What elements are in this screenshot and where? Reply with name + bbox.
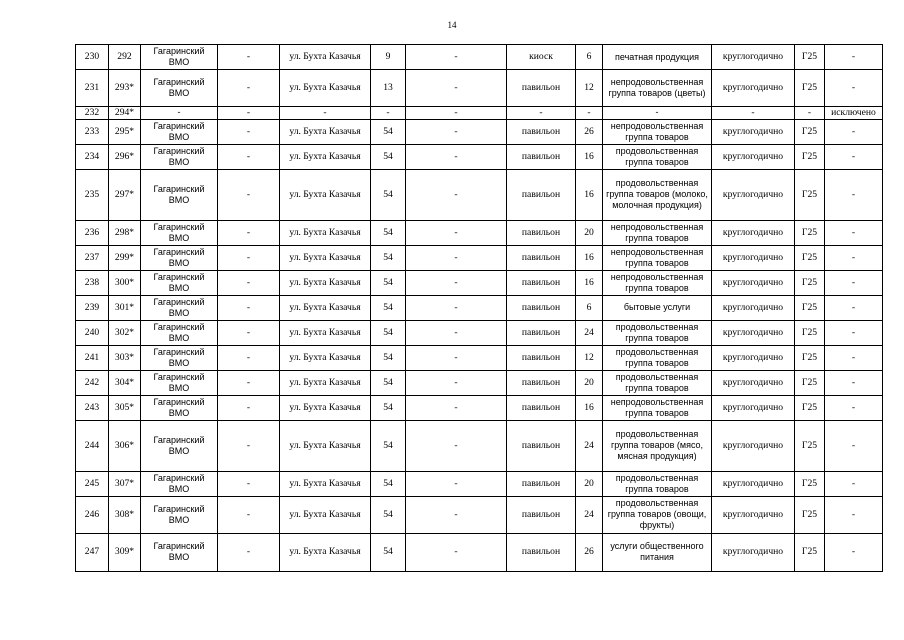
cell-note: исключено	[825, 107, 883, 120]
table-row	[76, 245, 883, 270]
cell-period: круглогодично	[712, 169, 795, 220]
cell-place-no: 298*	[109, 220, 141, 245]
table-row	[76, 345, 883, 370]
cell-zone: Г25	[795, 420, 825, 471]
cell-period: круглогодично	[712, 45, 795, 70]
cell-period: круглогодично	[712, 496, 795, 533]
cell-zone: Г25	[795, 320, 825, 345]
cell-period: круглогодично	[712, 220, 795, 245]
cell-period: круглогодично	[712, 471, 795, 496]
cell-object-type: киоск	[507, 45, 576, 70]
cell-row-no: 232	[76, 107, 109, 120]
cell-street: ул. Бухта Казачья	[280, 270, 371, 295]
cell-place-no: 297*	[109, 169, 141, 220]
table-row	[76, 220, 883, 245]
cell-specialization: продовольственная группа товаров (молоко, молочная продукция)	[603, 169, 712, 220]
cell-specialization: непродовольственная группа товаров	[603, 395, 712, 420]
cell-note: -	[825, 533, 883, 571]
cell-street: ул. Бухта Казачья	[280, 169, 371, 220]
cell-district: Гагаринский ВМО	[141, 345, 218, 370]
page-number: 14	[447, 20, 457, 30]
cell-area: 16	[576, 245, 603, 270]
cell-note: -	[825, 320, 883, 345]
cell-cell-d: -	[218, 345, 280, 370]
table-row	[76, 320, 883, 345]
cell-cell-d: -	[218, 471, 280, 496]
cell-cell-d: -	[218, 70, 280, 107]
cell-place-no: 299*	[109, 245, 141, 270]
cell-cell-g: -	[406, 270, 507, 295]
cell-house-no: 54	[371, 471, 406, 496]
cell-street: -	[280, 107, 371, 120]
cell-house-no: 54	[371, 144, 406, 169]
cell-place-no: 300*	[109, 270, 141, 295]
cell-note: -	[825, 245, 883, 270]
cell-house-no: 54	[371, 420, 406, 471]
cell-zone: Г25	[795, 533, 825, 571]
cell-row-no: 246	[76, 496, 109, 533]
cell-specialization: непродовольственная группа товаров	[603, 270, 712, 295]
cell-row-no: 235	[76, 169, 109, 220]
cell-street: ул. Бухта Казачья	[280, 70, 371, 107]
cell-area: 20	[576, 370, 603, 395]
cell-cell-d: -	[218, 119, 280, 144]
cell-object-type: павильон	[507, 370, 576, 395]
cell-specialization: непродовольственная группа товаров (цветы)	[603, 70, 712, 107]
cell-house-no: 54	[371, 245, 406, 270]
cell-place-no: 304*	[109, 370, 141, 395]
cell-zone: Г25	[795, 45, 825, 70]
cell-row-no: 241	[76, 345, 109, 370]
cell-district: Гагаринский ВМО	[141, 270, 218, 295]
cell-specialization: продовольственная группа товаров	[603, 471, 712, 496]
cell-note: -	[825, 295, 883, 320]
cell-place-no: 296*	[109, 144, 141, 169]
cell-object-type: павильон	[507, 496, 576, 533]
cell-area: -	[576, 107, 603, 120]
table-row	[76, 107, 883, 120]
cell-area: 26	[576, 533, 603, 571]
table-row	[76, 144, 883, 169]
cell-street: ул. Бухта Казачья	[280, 220, 371, 245]
cell-cell-d: -	[218, 496, 280, 533]
cell-house-no: 54	[371, 169, 406, 220]
cell-period: круглогодично	[712, 345, 795, 370]
cell-specialization: продовольственная группа товаров	[603, 345, 712, 370]
cell-district: Гагаринский ВМО	[141, 119, 218, 144]
table-row	[76, 496, 883, 533]
cell-cell-d: -	[218, 533, 280, 571]
cell-object-type: павильон	[507, 169, 576, 220]
cell-street: ул. Бухта Казачья	[280, 496, 371, 533]
cell-area: 26	[576, 119, 603, 144]
cell-house-no: 9	[371, 45, 406, 70]
cell-zone: Г25	[795, 119, 825, 144]
cell-area: 16	[576, 270, 603, 295]
cell-row-no: 245	[76, 471, 109, 496]
cell-object-type: павильон	[507, 144, 576, 169]
cell-area: 16	[576, 395, 603, 420]
cell-house-no: 54	[371, 370, 406, 395]
cell-cell-g: -	[406, 420, 507, 471]
cell-specialization: продовольственная группа товаров (овощи, фрукты)	[603, 496, 712, 533]
cell-period: круглогодично	[712, 395, 795, 420]
cell-district: Гагаринский ВМО	[141, 295, 218, 320]
cell-period: круглогодично	[712, 420, 795, 471]
cell-place-no: 293*	[109, 70, 141, 107]
trade-objects-table	[75, 44, 883, 572]
cell-district: Гагаринский ВМО	[141, 245, 218, 270]
cell-cell-d: -	[218, 220, 280, 245]
cell-district: Гагаринский ВМО	[141, 496, 218, 533]
cell-cell-g: -	[406, 220, 507, 245]
cell-object-type: павильон	[507, 270, 576, 295]
cell-zone: Г25	[795, 144, 825, 169]
cell-period: круглогодично	[712, 270, 795, 295]
cell-street: ул. Бухта Казачья	[280, 295, 371, 320]
cell-object-type: павильон	[507, 70, 576, 107]
cell-district: Гагаринский ВМО	[141, 320, 218, 345]
cell-period: круглогодично	[712, 295, 795, 320]
cell-area: 12	[576, 345, 603, 370]
cell-cell-d: -	[218, 270, 280, 295]
cell-row-no: 247	[76, 533, 109, 571]
cell-note: -	[825, 395, 883, 420]
cell-area: 6	[576, 295, 603, 320]
cell-row-no: 244	[76, 420, 109, 471]
cell-row-no: 240	[76, 320, 109, 345]
cell-house-no: 54	[371, 345, 406, 370]
cell-house-no: 13	[371, 70, 406, 107]
cell-note: -	[825, 496, 883, 533]
cell-object-type: павильон	[507, 295, 576, 320]
cell-cell-g: -	[406, 169, 507, 220]
cell-specialization: непродовольственная группа товаров	[603, 119, 712, 144]
cell-area: 20	[576, 471, 603, 496]
cell-district: Гагаринский ВМО	[141, 169, 218, 220]
cell-zone: Г25	[795, 270, 825, 295]
cell-area: 24	[576, 496, 603, 533]
cell-specialization: непродовольственная группа товаров	[603, 245, 712, 270]
cell-cell-g: -	[406, 295, 507, 320]
table-row	[76, 70, 883, 107]
table-row	[76, 395, 883, 420]
cell-specialization: -	[603, 107, 712, 120]
cell-object-type: павильон	[507, 345, 576, 370]
cell-cell-g: -	[406, 245, 507, 270]
cell-place-no: 305*	[109, 395, 141, 420]
cell-cell-g: -	[406, 70, 507, 107]
cell-house-no: 54	[371, 320, 406, 345]
cell-cell-g: -	[406, 533, 507, 571]
cell-zone: Г25	[795, 496, 825, 533]
table-row	[76, 420, 883, 471]
cell-object-type: павильон	[507, 320, 576, 345]
cell-house-no: 54	[371, 395, 406, 420]
cell-row-no: 242	[76, 370, 109, 395]
cell-specialization: бытовые услуги	[603, 295, 712, 320]
cell-cell-g: -	[406, 370, 507, 395]
cell-cell-g: -	[406, 107, 507, 120]
cell-place-no: 292	[109, 45, 141, 70]
cell-street: ул. Бухта Казачья	[280, 320, 371, 345]
cell-street: ул. Бухта Казачья	[280, 395, 371, 420]
cell-specialization: продовольственная группа товаров	[603, 320, 712, 345]
cell-period: круглогодично	[712, 119, 795, 144]
cell-cell-d: -	[218, 295, 280, 320]
cell-zone: Г25	[795, 220, 825, 245]
cell-row-no: 236	[76, 220, 109, 245]
cell-cell-g: -	[406, 395, 507, 420]
cell-row-no: 243	[76, 395, 109, 420]
cell-place-no: 302*	[109, 320, 141, 345]
cell-cell-g: -	[406, 496, 507, 533]
cell-house-no: 54	[371, 533, 406, 571]
cell-period: круглогодично	[712, 320, 795, 345]
cell-cell-d: -	[218, 144, 280, 169]
cell-cell-d: -	[218, 320, 280, 345]
cell-area: 24	[576, 320, 603, 345]
cell-place-no: 301*	[109, 295, 141, 320]
cell-object-type: павильон	[507, 533, 576, 571]
table-row	[76, 370, 883, 395]
cell-object-type: павильон	[507, 395, 576, 420]
cell-zone: Г25	[795, 471, 825, 496]
table-row	[76, 169, 883, 220]
cell-specialization: продовольственная группа товаров (мясо, мясная продукция)	[603, 420, 712, 471]
cell-place-no: 309*	[109, 533, 141, 571]
cell-specialization: печатная продукция	[603, 45, 712, 70]
cell-house-no: 54	[371, 119, 406, 144]
cell-cell-d: -	[218, 420, 280, 471]
cell-zone: Г25	[795, 245, 825, 270]
table-row	[76, 533, 883, 571]
cell-specialization: непродовольственная группа товаров	[603, 220, 712, 245]
cell-object-type: павильон	[507, 471, 576, 496]
table-row	[76, 295, 883, 320]
cell-area: 24	[576, 420, 603, 471]
cell-period: круглогодично	[712, 245, 795, 270]
cell-cell-g: -	[406, 320, 507, 345]
cell-note: -	[825, 345, 883, 370]
cell-cell-d: -	[218, 45, 280, 70]
cell-note: -	[825, 420, 883, 471]
cell-row-no: 234	[76, 144, 109, 169]
cell-object-type: -	[507, 107, 576, 120]
cell-cell-d: -	[218, 370, 280, 395]
cell-street: ул. Бухта Казачья	[280, 370, 371, 395]
cell-zone: Г25	[795, 345, 825, 370]
cell-place-no: 295*	[109, 119, 141, 144]
cell-area: 6	[576, 45, 603, 70]
cell-cell-g: -	[406, 119, 507, 144]
cell-row-no: 230	[76, 45, 109, 70]
cell-specialization: продовольственная группа товаров	[603, 370, 712, 395]
table-body	[76, 45, 883, 572]
cell-period: круглогодично	[712, 70, 795, 107]
cell-area: 12	[576, 70, 603, 107]
cell-zone: Г25	[795, 169, 825, 220]
cell-district: Гагаринский ВМО	[141, 420, 218, 471]
cell-district: Гагаринский ВМО	[141, 220, 218, 245]
cell-house-no: 54	[371, 220, 406, 245]
cell-district: Гагаринский ВМО	[141, 45, 218, 70]
cell-place-no: 303*	[109, 345, 141, 370]
cell-street: ул. Бухта Казачья	[280, 533, 371, 571]
cell-object-type: павильон	[507, 420, 576, 471]
cell-street: ул. Бухта Казачья	[280, 345, 371, 370]
cell-place-no: 308*	[109, 496, 141, 533]
cell-area: 20	[576, 220, 603, 245]
cell-period: круглогодично	[712, 533, 795, 571]
cell-row-no: 231	[76, 70, 109, 107]
cell-note: -	[825, 144, 883, 169]
cell-district: Гагаринский ВМО	[141, 533, 218, 571]
table-row	[76, 119, 883, 144]
cell-cell-g: -	[406, 144, 507, 169]
cell-district: Гагаринский ВМО	[141, 70, 218, 107]
cell-street: ул. Бухта Казачья	[280, 45, 371, 70]
cell-street: ул. Бухта Казачья	[280, 144, 371, 169]
cell-cell-d: -	[218, 107, 280, 120]
cell-row-no: 237	[76, 245, 109, 270]
cell-place-no: 294*	[109, 107, 141, 120]
cell-note: -	[825, 370, 883, 395]
cell-row-no: 238	[76, 270, 109, 295]
cell-note: -	[825, 45, 883, 70]
cell-street: ул. Бухта Казачья	[280, 471, 371, 496]
cell-district: Гагаринский ВМО	[141, 395, 218, 420]
cell-area: 16	[576, 169, 603, 220]
cell-district: Гагаринский ВМО	[141, 144, 218, 169]
cell-note: -	[825, 169, 883, 220]
cell-note: -	[825, 119, 883, 144]
cell-specialization: услуги общественного питания	[603, 533, 712, 571]
cell-house-no: -	[371, 107, 406, 120]
cell-cell-d: -	[218, 169, 280, 220]
cell-note: -	[825, 70, 883, 107]
cell-specialization: продовольственная группа товаров	[603, 144, 712, 169]
cell-area: 16	[576, 144, 603, 169]
cell-zone: Г25	[795, 370, 825, 395]
cell-cell-d: -	[218, 395, 280, 420]
cell-period: круглогодично	[712, 370, 795, 395]
cell-house-no: 54	[371, 295, 406, 320]
cell-object-type: павильон	[507, 119, 576, 144]
cell-district: Гагаринский ВМО	[141, 471, 218, 496]
cell-house-no: 54	[371, 496, 406, 533]
cell-row-no: 233	[76, 119, 109, 144]
cell-street: ул. Бухта Казачья	[280, 119, 371, 144]
cell-period: -	[712, 107, 795, 120]
cell-note: -	[825, 471, 883, 496]
cell-cell-g: -	[406, 45, 507, 70]
cell-house-no: 54	[371, 270, 406, 295]
cell-district: Гагаринский ВМО	[141, 370, 218, 395]
cell-note: -	[825, 220, 883, 245]
cell-place-no: 306*	[109, 420, 141, 471]
cell-street: ул. Бухта Казачья	[280, 245, 371, 270]
cell-cell-d: -	[218, 245, 280, 270]
table-row	[76, 471, 883, 496]
cell-period: круглогодично	[712, 144, 795, 169]
cell-row-no: 239	[76, 295, 109, 320]
table-row	[76, 270, 883, 295]
cell-zone: Г25	[795, 395, 825, 420]
cell-district: -	[141, 107, 218, 120]
cell-place-no: 307*	[109, 471, 141, 496]
cell-cell-g: -	[406, 345, 507, 370]
cell-street: ул. Бухта Казачья	[280, 420, 371, 471]
cell-zone: Г25	[795, 70, 825, 107]
cell-object-type: павильон	[507, 245, 576, 270]
table-row	[76, 45, 883, 70]
cell-note: -	[825, 270, 883, 295]
cell-zone: -	[795, 107, 825, 120]
cell-cell-g: -	[406, 471, 507, 496]
cell-object-type: павильон	[507, 220, 576, 245]
cell-zone: Г25	[795, 295, 825, 320]
